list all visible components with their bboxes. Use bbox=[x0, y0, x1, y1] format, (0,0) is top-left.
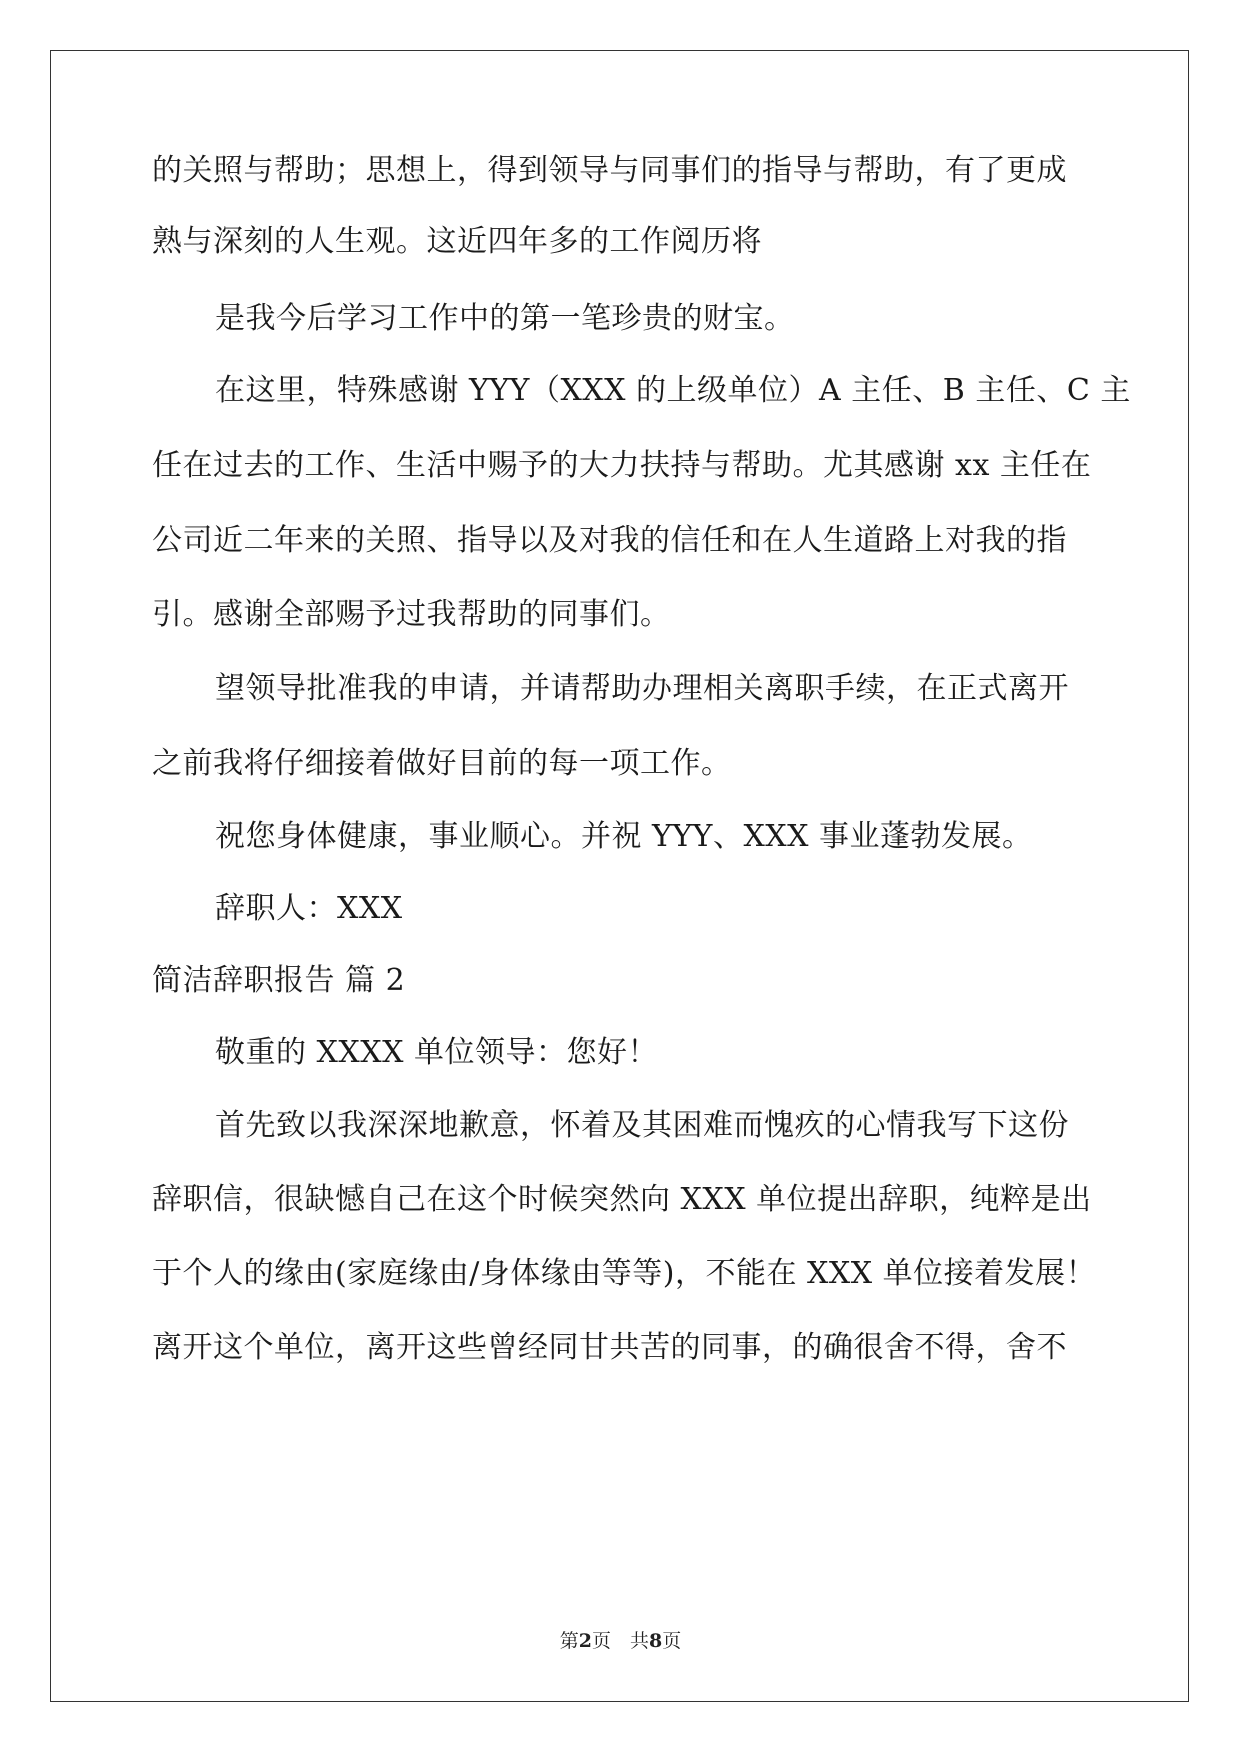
text-line: 在这里，特殊感谢 YYY（XXX 的上级单位）A 主任、B 主任、C 主 bbox=[215, 373, 1131, 408]
text-line: 任在过去的工作、生活中赐予的大力扶持与帮助。尤其感谢 xx 主任在 bbox=[152, 448, 1092, 483]
text-line: 祝您身体健康，事业顺心。并祝 YYY、XXX 事业蓬勃发展。 bbox=[215, 819, 1033, 854]
page-frame bbox=[50, 50, 1189, 1702]
current-page: 2 bbox=[578, 1630, 592, 1652]
text-line: 熟与深刻的人生观。这近四年多的工作阅历将 bbox=[152, 224, 762, 259]
text-line: 望领导批准我的申请，并请帮助办理相关离职手续，在正式离开 bbox=[215, 671, 1069, 706]
text-line: 之前我将仔细接着做好目前的每一项工作。 bbox=[152, 746, 732, 781]
text-line: 于个人的缘由(家庭缘由/身体缘由等等)，不能在 XXX 单位接着发展！ bbox=[152, 1256, 1097, 1291]
text-line: 的关照与帮助；思想上，得到领导与同事们的指导与帮助，有了更成 bbox=[152, 153, 1067, 188]
section-heading: 简洁辞职报告 篇 2 bbox=[152, 963, 406, 998]
text-line: 首先致以我深深地歉意，怀着及其困难而愧疚的心情我写下这份 bbox=[215, 1108, 1069, 1143]
page-suffix: 页 bbox=[662, 1630, 682, 1652]
page-number-footer bbox=[0, 1629, 1241, 1653]
text-line: 是我今后学习工作中的第一笔珍贵的财宝。 bbox=[215, 301, 795, 336]
text-line: 离开这个单位，离开这些曾经同甘共苦的同事，的确很舍不得，舍不 bbox=[152, 1330, 1067, 1365]
signature-line: 辞职人：XXX bbox=[215, 891, 403, 926]
text-line: 辞职信，很缺憾自己在这个时候突然向 XXX 单位提出辞职，纯粹是出 bbox=[152, 1182, 1092, 1217]
text-line: 公司近二年来的关照、指导以及对我的信任和在人生道路上对我的指 bbox=[152, 523, 1067, 558]
total-pages: 8 bbox=[649, 1630, 663, 1652]
text-line: 引。感谢全部赐予过我帮助的同事们。 bbox=[152, 597, 671, 632]
page-mid: 页 共 bbox=[591, 1630, 649, 1652]
salutation: 敬重的 XXXX 单位领导：您好！ bbox=[215, 1035, 659, 1070]
page-prefix: 第 bbox=[559, 1630, 579, 1652]
